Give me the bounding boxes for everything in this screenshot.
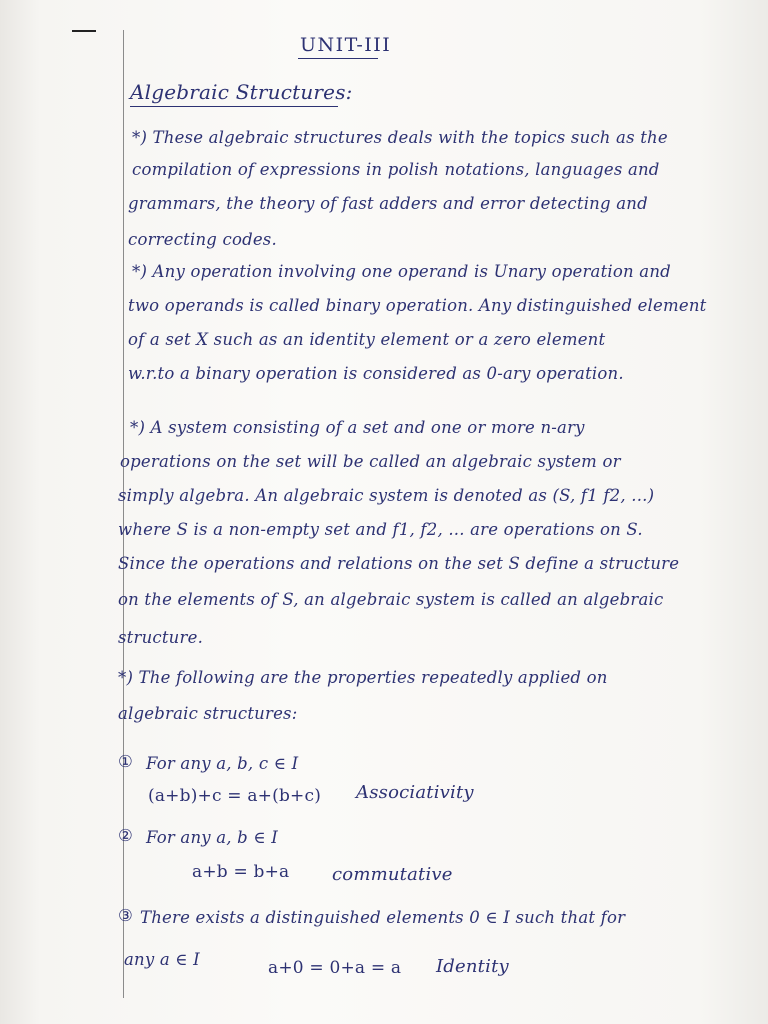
page-edge-mark [72, 30, 96, 32]
unit-title-underline [298, 58, 378, 59]
text-line: w.r.to a binary operation is considered as 0-ary operation. [128, 364, 624, 383]
text-line: where S is a non-empty set and f1, f2, ... are operations on S. [118, 520, 643, 539]
property-number: ③ [118, 906, 133, 925]
text-line: correcting codes. [128, 230, 277, 249]
text-line: two operands is called binary operation. Any distinguished element [128, 296, 707, 315]
text-line: structure. [118, 628, 204, 647]
text-line: *) The following are the properties repeatedly applied on [118, 668, 608, 687]
margin-line [123, 30, 124, 998]
text-line: compilation of expressions in polish notations, languages and [132, 160, 660, 179]
text-line: operations on the set will be called an algebraic system or [120, 452, 621, 471]
property-formula: a+0 = 0+a = a [268, 958, 402, 978]
property-condition: For any a, b ∈ I [146, 828, 278, 847]
text-line: Since the operations and relations on the set S define a structure [118, 554, 680, 573]
property-number: ① [118, 752, 133, 771]
property-condition-continued: any a ∈ I [124, 950, 200, 969]
text-line: grammars, the theory of fast adders and error detecting and [128, 194, 648, 213]
section-heading: Algebraic Structures: [130, 80, 353, 104]
text-line: of a set X such as an identity element or a zero element [128, 330, 606, 349]
text-line: simply algebra. An algebraic system is denoted as (S, f1 f2, ...) [118, 486, 655, 505]
text-line: *) Any operation involving one operand is Unary operation and [132, 262, 671, 281]
property-name: Associativity [356, 782, 474, 803]
text-line: algebraic structures: [118, 704, 298, 723]
property-formula: (a+b)+c = a+(b+c) [148, 786, 322, 806]
text-line: *) A system consisting of a set and one or more n-ary [130, 418, 585, 437]
property-formula: a+b = b+a [192, 862, 290, 882]
property-name: Identity [436, 956, 509, 977]
property-number: ② [118, 826, 133, 845]
property-name: commutative [332, 864, 453, 885]
unit-title: UNIT-III [300, 34, 392, 56]
property-condition: There exists a distinguished elements 0 ∈ I such that for [140, 908, 626, 927]
property-condition: For any a, b, c ∈ I [146, 754, 299, 773]
text-line: *) These algebraic structures deals with the topics such as the [132, 128, 668, 147]
section-heading-underline [130, 106, 338, 107]
text-line: on the elements of S, an algebraic system is called an algebraic [118, 590, 664, 609]
